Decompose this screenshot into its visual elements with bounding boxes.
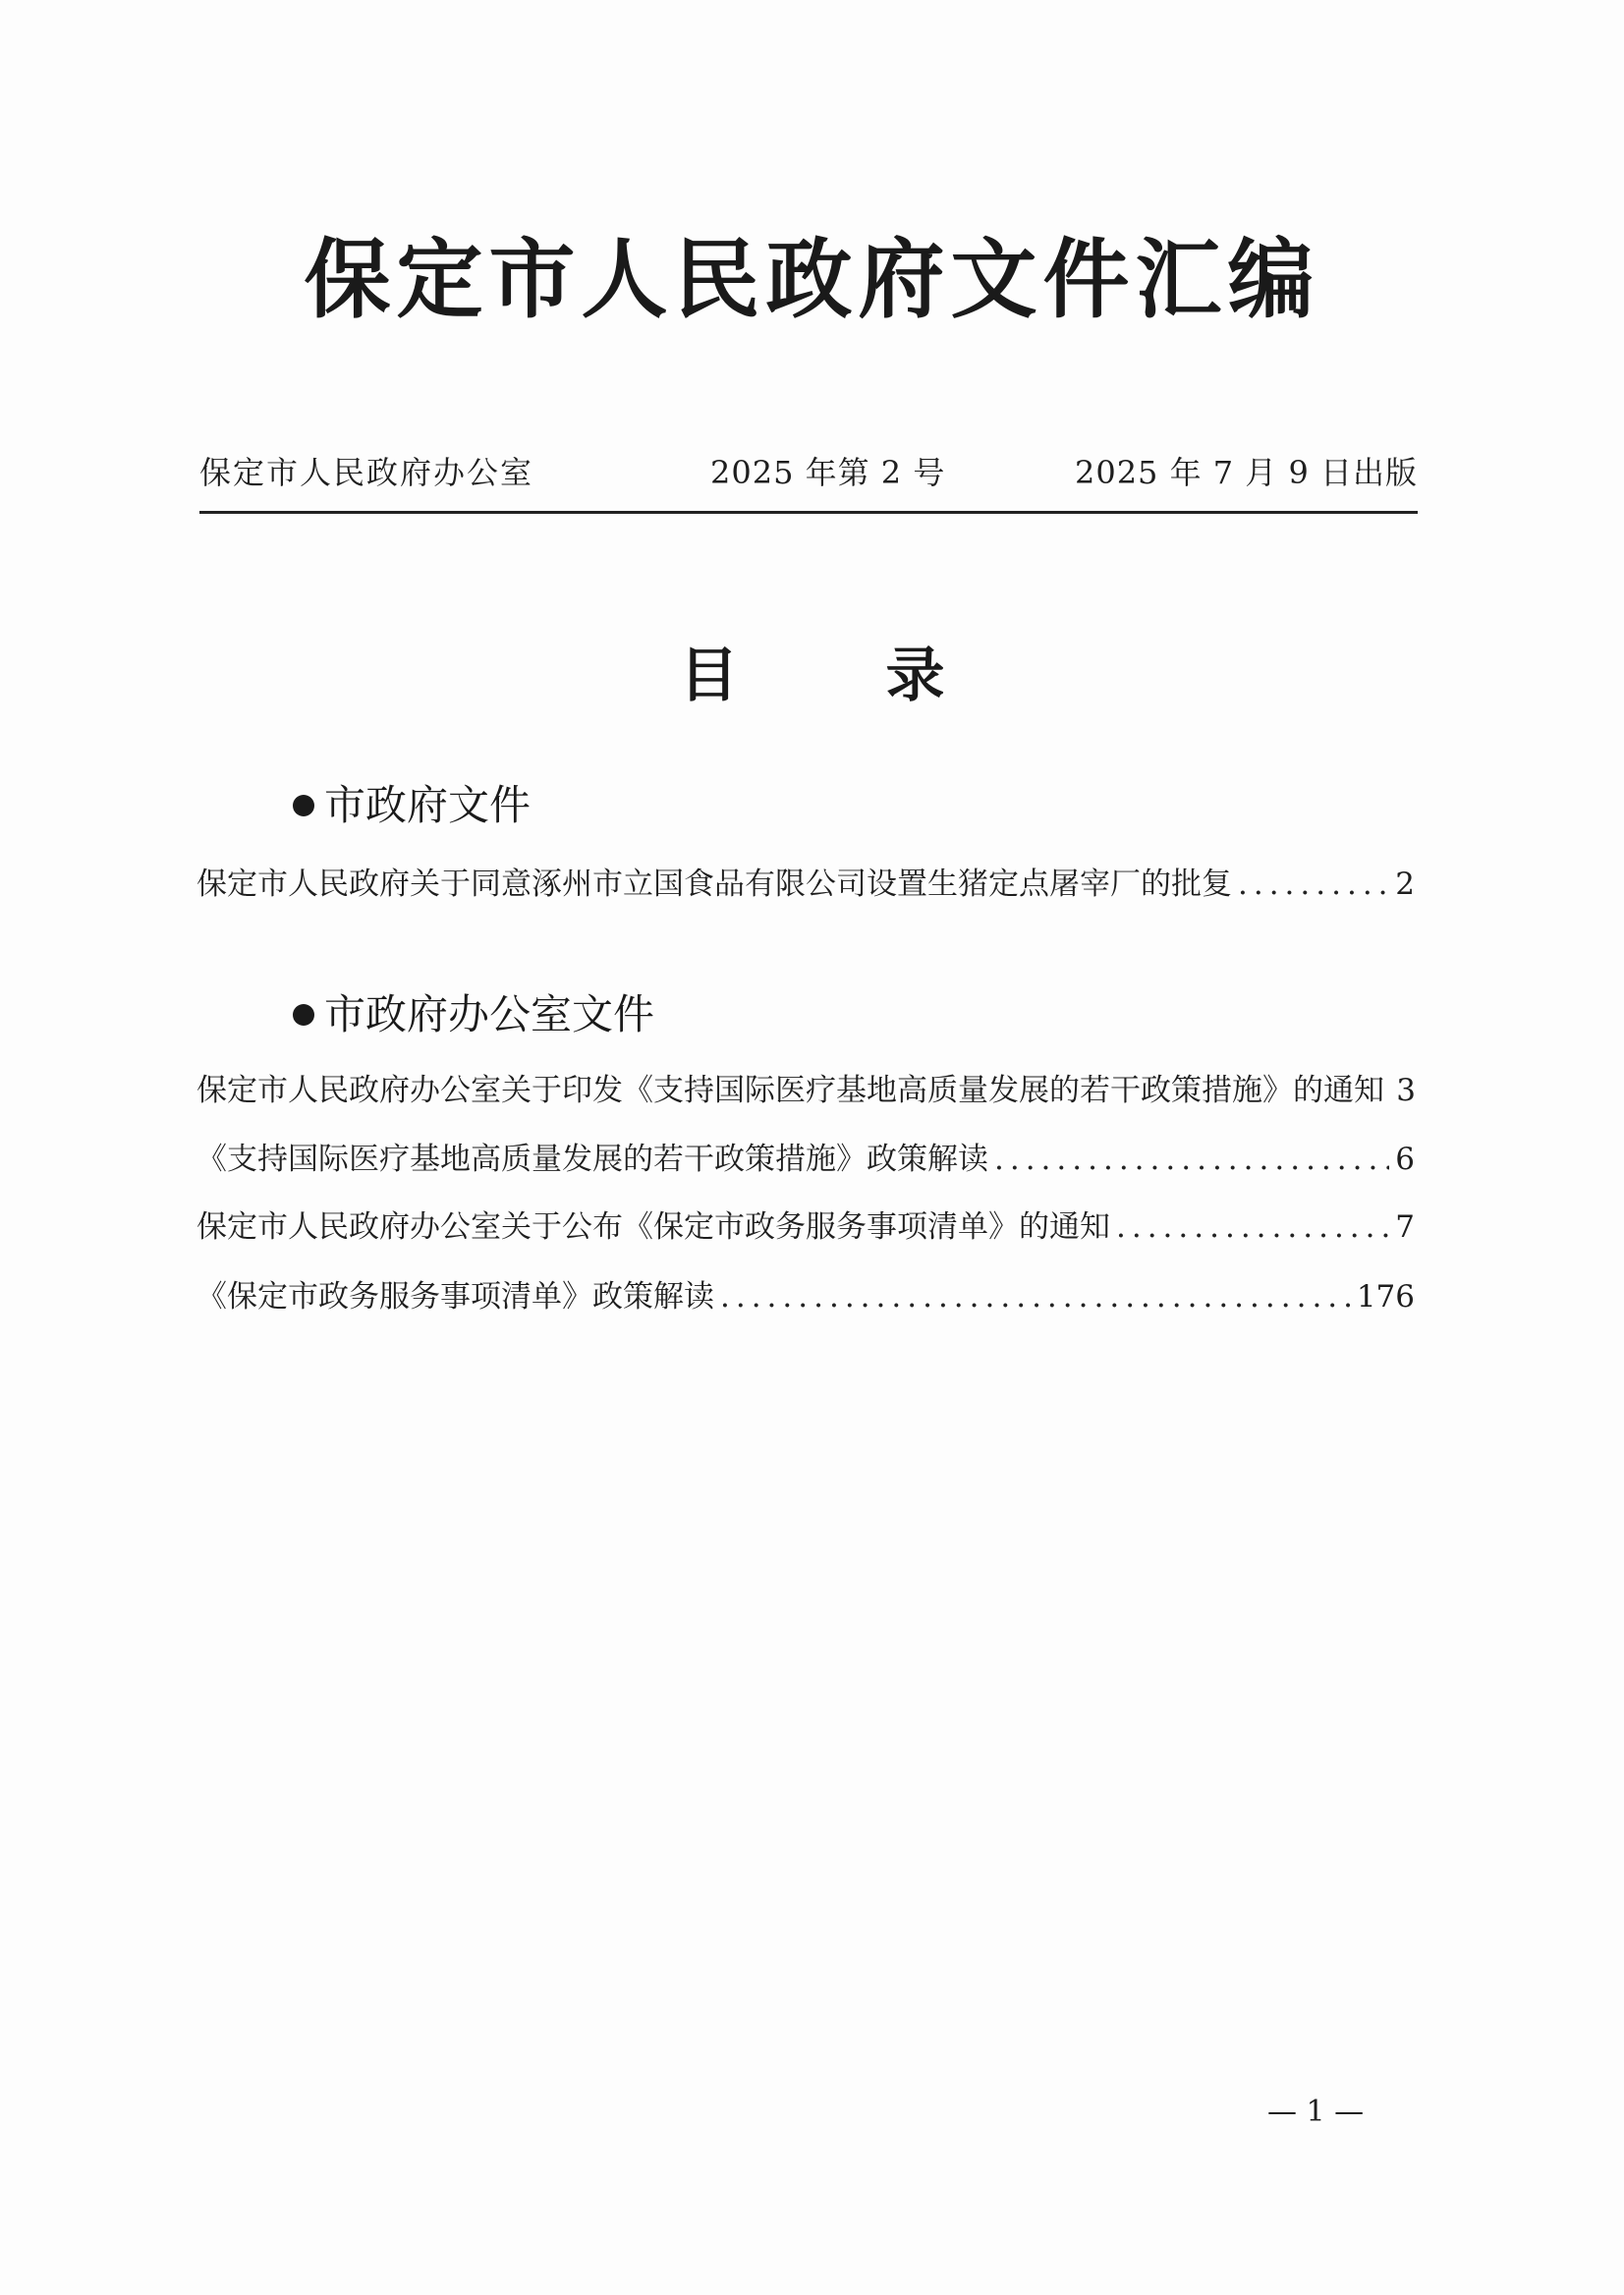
bullet-icon	[293, 795, 314, 816]
toc-entry-text: 保定市人民政府关于同意涿州市立国食品有限公司设置生猪定点屠宰厂的批复	[196, 867, 1232, 902]
toc-entry-page: 6	[1395, 1142, 1415, 1177]
toc-entry[interactable]	[196, 1067, 1415, 1114]
dot-leader	[720, 1273, 1351, 1320]
masthead-divider	[199, 511, 1418, 514]
dot-leader	[1116, 1203, 1389, 1251]
publish-date: 2025 年 7 月 9 日出版	[1074, 454, 1418, 491]
toc-title	[0, 637, 1624, 715]
bullet-icon	[293, 1004, 314, 1026]
toc-entry-page: 176	[1356, 1279, 1415, 1315]
page-number-footer: — 1 —	[1267, 2095, 1365, 2129]
toc-entry-page: 7	[1395, 1209, 1415, 1245]
section-heading-label: 市政府办公室文件	[324, 990, 655, 1038]
toc-entry[interactable]	[196, 1203, 1415, 1251]
toc-entry-text: 保定市人民政府办公室关于公布《保定市政务服务事项清单》的通知	[196, 1209, 1110, 1245]
dot-leader	[994, 1136, 1389, 1183]
toc-entry-page: 2	[1395, 867, 1415, 902]
publication-title: 保定市人民政府文件汇编	[304, 229, 1320, 330]
masthead	[199, 448, 1418, 497]
toc-entry[interactable]	[196, 1136, 1415, 1183]
toc-title-char-1: 目	[679, 642, 739, 710]
toc-entry-text: 保定市人民政府办公室关于印发《支持国际医疗基地高质量发展的若干政策措施》的通知	[196, 1073, 1384, 1108]
section-heading-city-government	[293, 776, 531, 835]
toc-entry-page: 3	[1396, 1073, 1416, 1108]
issue-number: 2025 年第 2 号	[710, 454, 946, 491]
toc-title-char-2: 录	[885, 642, 945, 710]
toc-entry[interactable]	[196, 1273, 1415, 1320]
section-heading-general-office	[293, 985, 654, 1044]
toc-entry[interactable]	[196, 861, 1415, 908]
dot-leader	[1238, 861, 1389, 908]
toc-entry-text: 《支持国际医疗基地高质量发展的若干政策措施》政策解读	[196, 1142, 988, 1177]
publisher-name: 保定市人民政府办公室	[199, 454, 534, 491]
toc-entry-text: 《保定市政务服务事项清单》政策解读	[196, 1279, 714, 1315]
section-heading-label: 市政府文件	[324, 781, 532, 829]
